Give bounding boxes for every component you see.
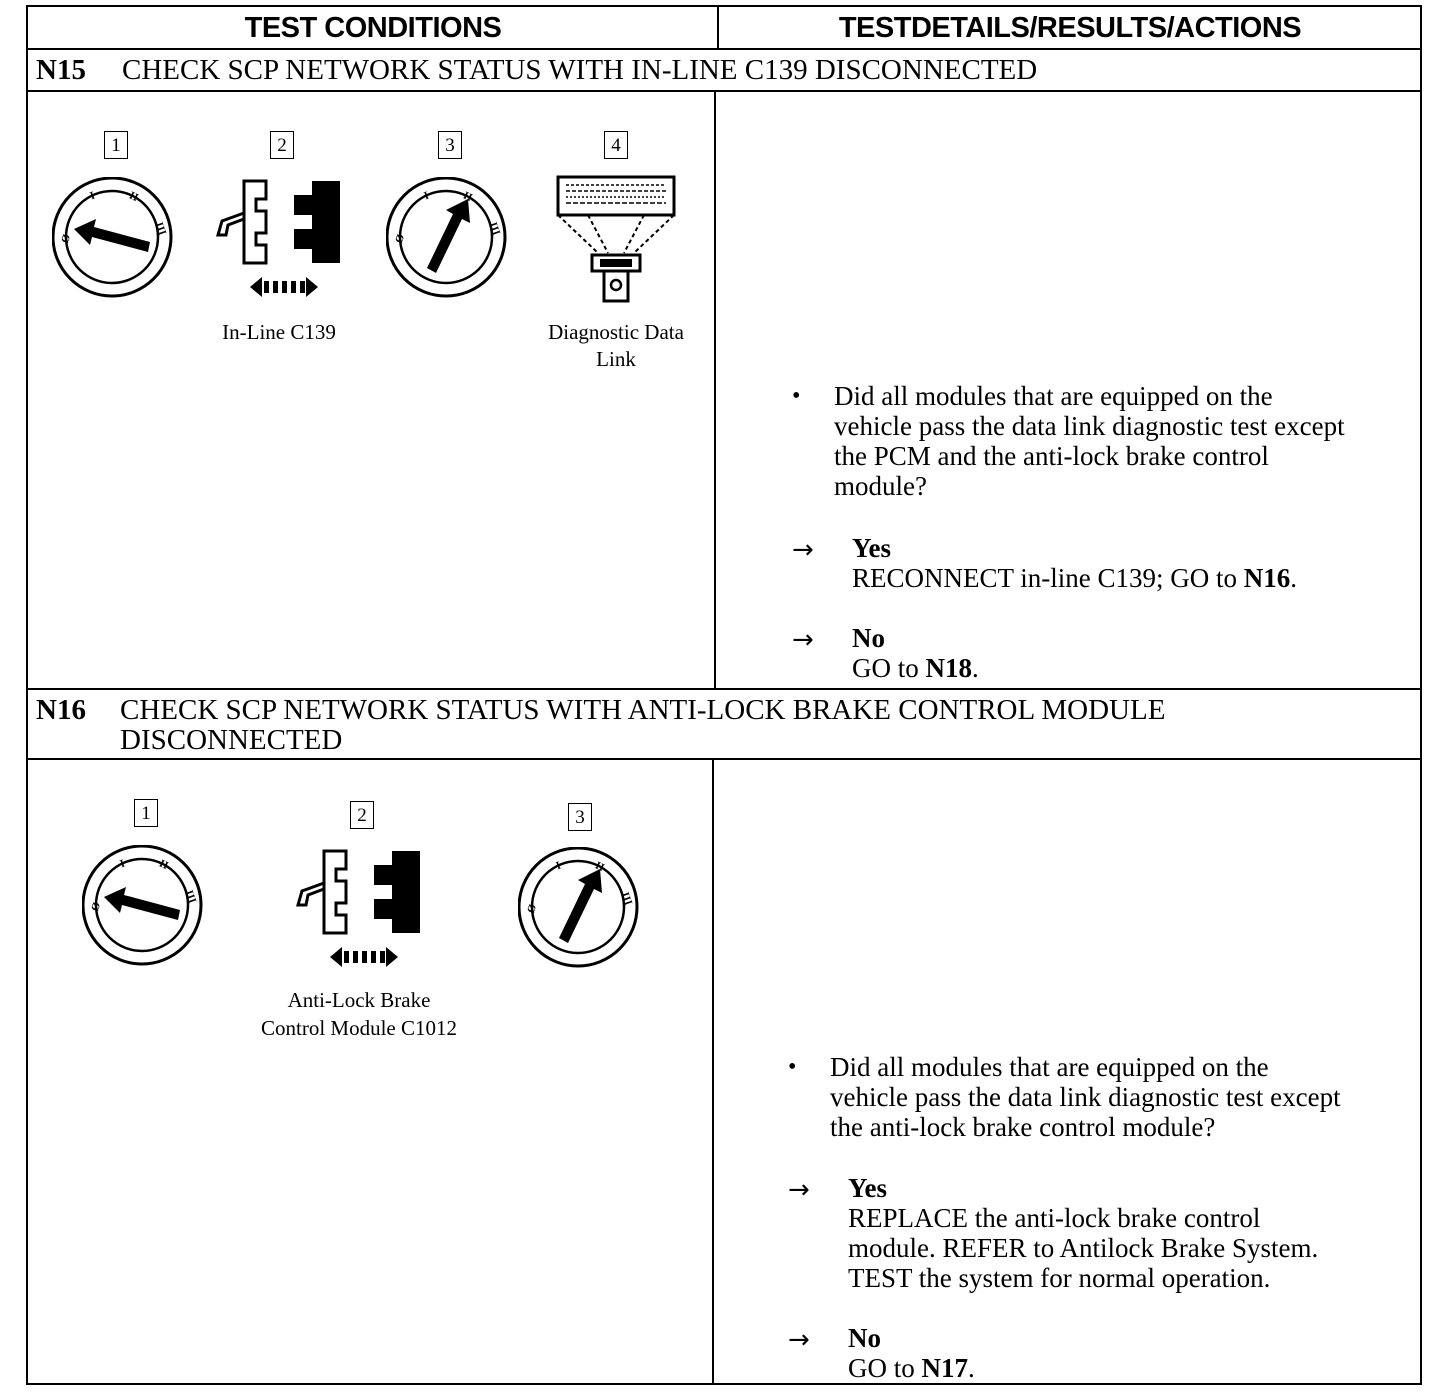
answer-label: No	[848, 1323, 881, 1353]
answer-line: TEST the system for normal operation.	[848, 1263, 1271, 1293]
arrow-icon: →	[788, 1175, 810, 1205]
step-title-line: DISCONNECTED	[120, 724, 343, 756]
answer-label: Yes	[848, 1173, 887, 1203]
header-divider	[717, 7, 719, 49]
n16-figure-3	[518, 803, 648, 973]
figure-caption: In-Line C139	[222, 320, 336, 344]
figure-caption-line: Diagnostic Data	[548, 320, 684, 344]
step-number-box: 1	[134, 799, 158, 827]
goto-step-link[interactable]: N17	[921, 1353, 968, 1383]
answer-text: GO to	[852, 653, 926, 683]
connector-disconnect-icon	[214, 179, 344, 301]
n15-figure-1	[52, 131, 182, 301]
answer-text-end: .	[972, 653, 979, 683]
step-id: N16	[36, 694, 86, 726]
column-divider	[712, 759, 714, 1385]
answer-text: GO to	[848, 1353, 922, 1383]
step-number-box: 2	[270, 131, 294, 159]
step-title-line: CHECK SCP NETWORK STATUS WITH ANTI-LOCK BRAKE CONTROL MODULE	[120, 694, 1166, 726]
n16-figure-1	[82, 799, 212, 969]
bullet: •	[792, 383, 801, 409]
diagnostic-table	[26, 5, 1422, 1385]
question	[830, 1052, 1420, 1142]
step-number-box: 3	[568, 803, 592, 831]
step-id: N15	[36, 54, 86, 86]
goto-step-link[interactable]: N18	[925, 653, 972, 683]
question	[834, 381, 1424, 501]
header-rule	[28, 48, 1420, 50]
ignition-switch-off-icon	[82, 845, 204, 967]
answer-line: module. REFER to Antilock Brake System.	[848, 1233, 1319, 1263]
question-line: Did all modules that are equipped on the	[834, 381, 1273, 411]
question-line: vehicle pass the data link diagnostic test except	[834, 411, 1345, 441]
step-title: CHECK SCP NETWORK STATUS WITH IN-LINE C139 DISCONNECTED	[122, 54, 1038, 86]
answer-text: RECONNECT in-line C139; GO to	[852, 563, 1244, 593]
answer-yes	[852, 533, 1412, 593]
step-number-box: 1	[104, 131, 128, 159]
n15-figure-2	[214, 131, 394, 351]
step-number-box: 2	[350, 801, 374, 829]
arrow-icon: →	[788, 1325, 810, 1355]
arrow-icon: →	[792, 535, 814, 565]
n16-figure-2	[260, 801, 494, 1051]
connector-disconnect-icon	[294, 849, 424, 971]
question-line: module?	[834, 471, 927, 501]
goto-step-link[interactable]: N16	[1243, 563, 1291, 593]
answer-no	[852, 623, 1412, 683]
answer-line: REPLACE the anti-lock brake control	[848, 1203, 1261, 1233]
step-number-box: 3	[438, 131, 462, 159]
step-number-box: 4	[604, 131, 628, 159]
scan-tool-diagnostic-data-link-icon	[556, 175, 676, 303]
bullet: •	[788, 1054, 797, 1080]
answer-label: Yes	[852, 533, 891, 563]
column-header-results-actions: TESTDETAILS/RESULTS/ACTIONS	[838, 12, 1302, 44]
column-header-test-conditions: TEST CONDITIONS	[244, 12, 502, 44]
question-line: the anti-lock brake control module?	[830, 1112, 1216, 1142]
ignition-switch-run-icon	[518, 847, 640, 969]
step-n15-title-row	[36, 55, 1416, 89]
figure-caption-line: Control Module C1012	[260, 1016, 457, 1040]
row-rule	[28, 688, 1420, 690]
step-n16-title-row	[36, 695, 1416, 757]
figure-caption-line: Anti-Lock Brake	[287, 988, 431, 1012]
arrow-icon: →	[792, 625, 814, 655]
answer-yes	[848, 1173, 1418, 1293]
ignition-switch-off-icon	[52, 177, 174, 299]
question-line: vehicle pass the data link diagnostic test except	[830, 1082, 1341, 1112]
n15-figure-3	[386, 131, 516, 301]
answer-no	[848, 1323, 1408, 1383]
answer-text-end: .	[1290, 563, 1298, 593]
question-line: the PCM and the anti-lock brake control	[834, 441, 1269, 471]
ignition-switch-run-icon	[386, 177, 508, 299]
figure-caption-line: Link	[596, 347, 636, 371]
row-rule	[28, 758, 1420, 760]
question-line: Did all modules that are equipped on the	[830, 1052, 1269, 1082]
row-rule	[28, 90, 1420, 92]
answer-text-end: .	[968, 1353, 975, 1383]
n15-figure-4	[548, 131, 716, 381]
answer-label: No	[852, 623, 885, 653]
